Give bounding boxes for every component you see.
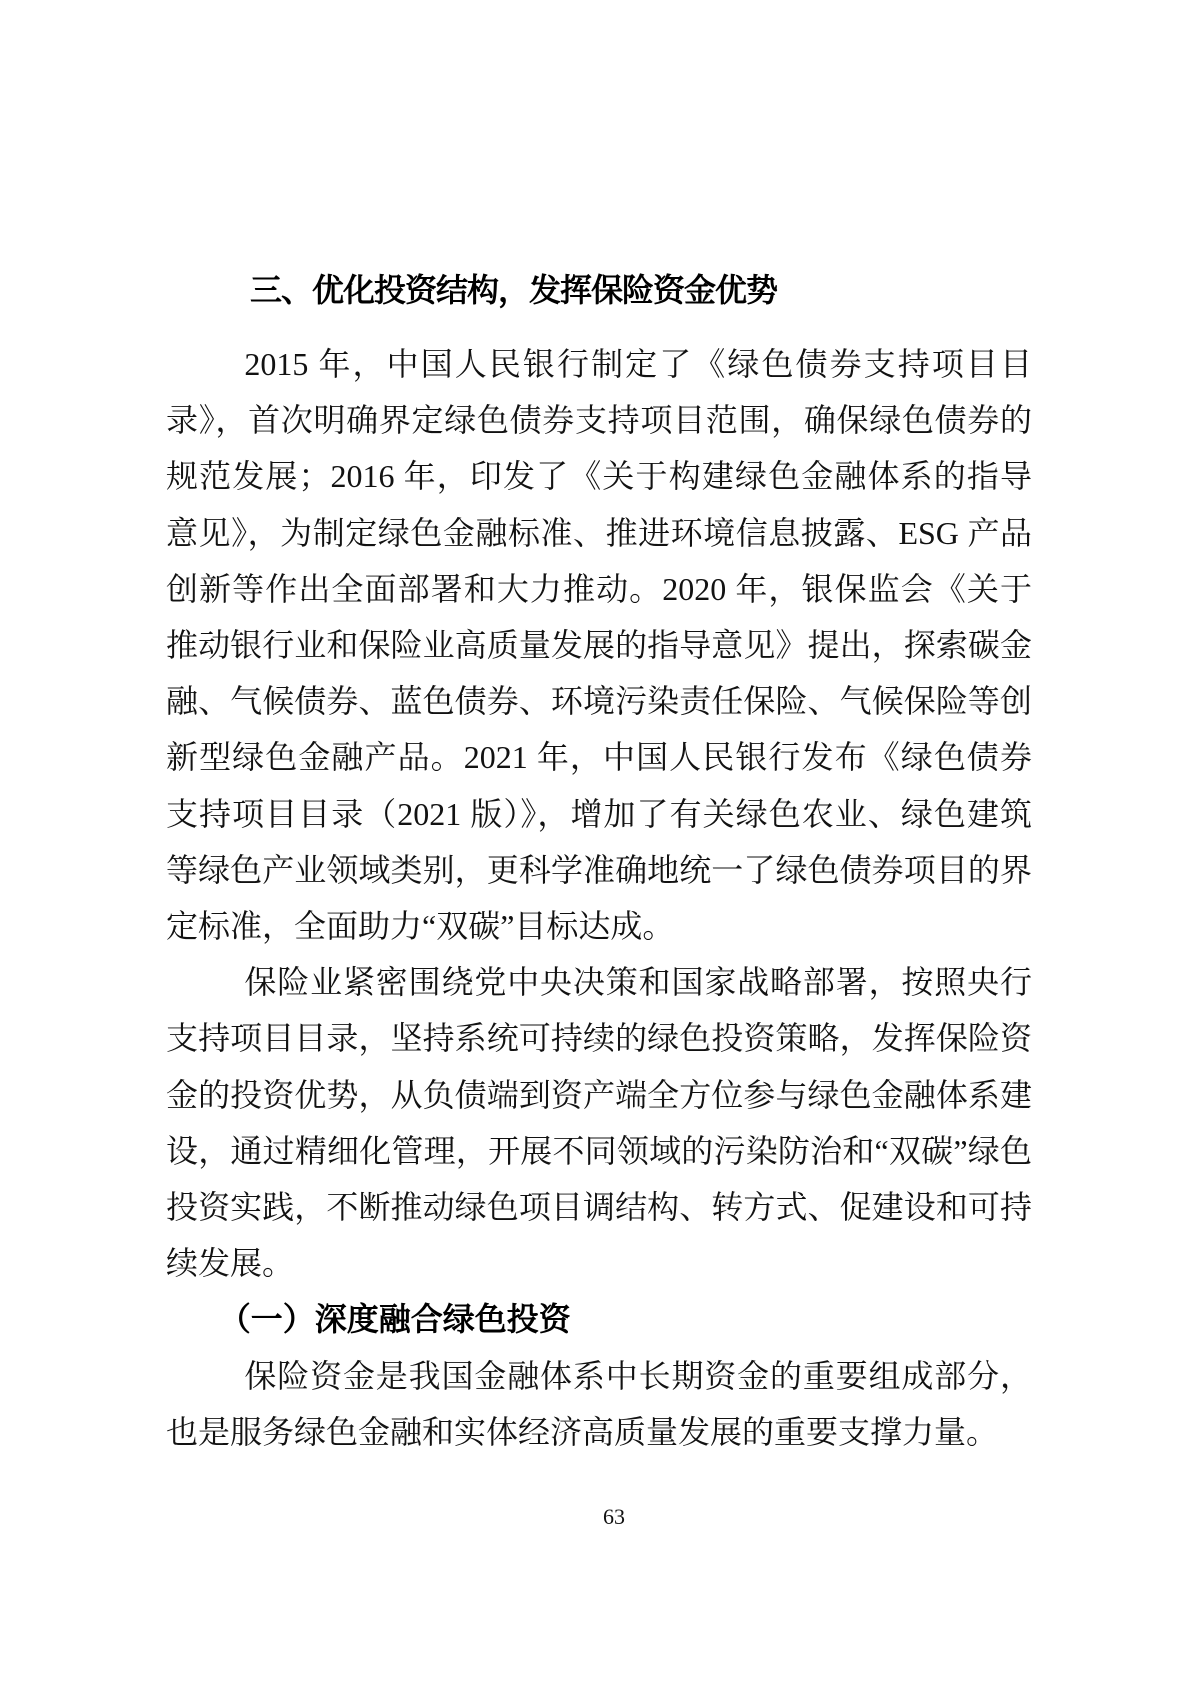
paragraph-green-bond-catalogue: 2015 年，中国人民银行制定了《绿色债券支持项目目录》，首次明确界定绿色债券支持项目范围，确保绿色债券的规范发展；2016 年，印发了《关于构建绿色金融体系的指导意见》，为制定绿色金融标准、推进环境信息披露、ESG 产品创新等作出全面部署和大力推动。2020 年，银保监会《关于推动银行业和保险业高质量发展的指导意见》提出，探索碳金融、气候债券、蓝色债券、环境污染责任保险、气候保险等创新型绿色金融产品。2021 年，中国人民银行发布《绿色债券支持项目目录（2021 版）》，增加了有关绿色农业、绿色建筑等绿色产业领域类别，更科学准确地统一了绿色债券项目的界定标准，全面助力“双碳”目标达成。 xyxy=(166,346,1032,945)
paragraph-insurance-funds-role: 保险资金是我国金融体系中长期资金的重要组成部分，也是服务绿色金融和实体经济高质量发展的重要支撑力量。 xyxy=(166,1357,1032,1450)
paragraph-insurance-green-investment-strategy: 保险业紧密围绕党中央决策和国家战略部署，按照央行支持项目目录，坚持系统可持续的绿色投资策略，发挥保险资金的投资优势，从负债端到资产端全方位参与绿色金融体系建设，通过精细化管理，开展不同领域的污染防治和“双碳”绿色投资实践，不断推动绿色项目调结构、转方式、促建设和可持续发展。 xyxy=(166,964,1032,1282)
page-number: 63 xyxy=(603,1504,625,1529)
page-content xyxy=(166,268,1032,1460)
subsection-heading: （一）深度融合绿色投资 xyxy=(218,1301,571,1338)
section-heading: 三、优化投资结构，发挥保险资金优势 xyxy=(250,272,778,308)
